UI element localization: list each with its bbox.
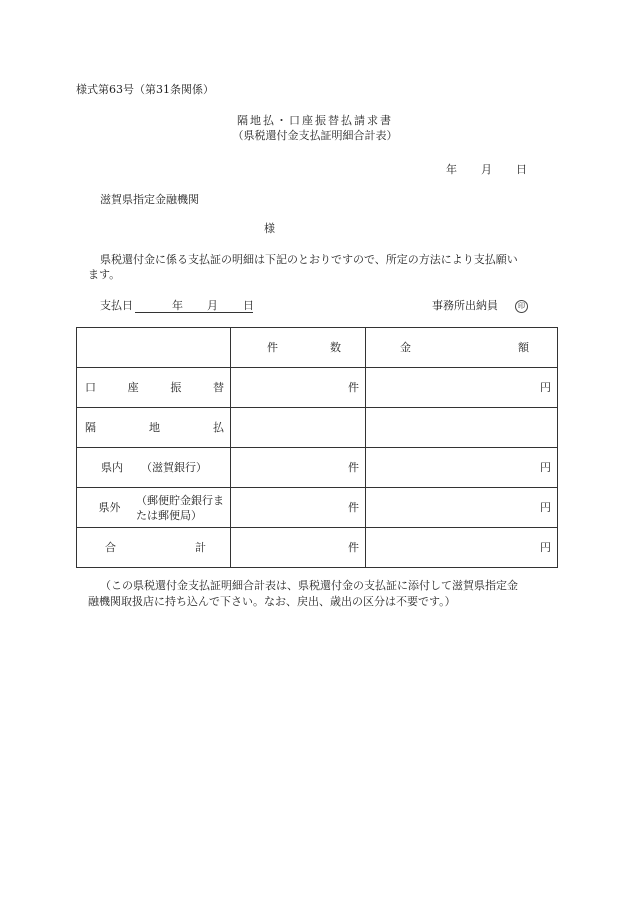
footer-note-line1: （この県税還付金支払証明細合計表は、県税還付金の支払証に添付して滋賀県指定金 (100, 579, 518, 592)
label-char: 振 (170, 380, 182, 394)
row-label-remote-payment (77, 408, 231, 448)
count-cell-out-prefecture: 件 (231, 488, 366, 528)
label-char: 口 (85, 380, 96, 394)
form-number: 様式第63号（第31条関係） (76, 83, 214, 96)
body-text-line1: 県税還付金に係る支払証の明細は下記のとおりですので、所定の方法により支払願い (100, 253, 518, 266)
row-label-in-prefecture (77, 448, 231, 488)
table-row-out-prefecture (77, 488, 558, 528)
label-char: 座 (127, 380, 139, 394)
header-amount-cell (366, 328, 558, 368)
header-count-char2: 数 (330, 340, 341, 354)
payment-date-label: 支払日 (100, 299, 133, 312)
table-row-total (77, 528, 558, 568)
form-subtitle: （県税還付金支払証明細合計表） (232, 129, 398, 142)
table-row-in-prefecture (77, 448, 558, 488)
seal-mark (515, 299, 528, 313)
officer-label: 事務所出納員 (432, 299, 498, 312)
table-header-row (77, 328, 558, 368)
count-cell-account-transfer: 件 (231, 368, 366, 408)
label-char: 隔 (85, 420, 96, 434)
body-text-line2: ます。 (88, 268, 121, 281)
footer-note-line2: 融機関取扱店に持ち込んで下さい。なお、戻出、歳出の区分は不要です。） (88, 595, 456, 608)
row-label-out-prefecture (77, 488, 231, 528)
header-amount-char2: 額 (518, 340, 529, 354)
amount-cell-in-prefecture: 円 (366, 448, 558, 488)
form-title: 隔地払・口座振替払請求書 (237, 114, 393, 127)
count-cell-in-prefecture: 件 (231, 448, 366, 488)
amount-cell-total: 円 (366, 528, 558, 568)
out-pref-note-line1: （郵便貯金銀行ま (136, 493, 224, 507)
payment-year-label: 年 (172, 299, 183, 312)
date-month-label: 月 (481, 163, 492, 176)
header-amount-char1: 金 (400, 340, 411, 354)
in-pref-label: 県内 (101, 460, 123, 474)
out-pref-label: 県外 (98, 500, 121, 514)
label-char: 合 (105, 540, 116, 554)
label-char: 地 (149, 420, 160, 434)
date-year-label: 年 (446, 163, 457, 176)
addressee-honorific: 様 (264, 222, 275, 235)
payment-day-label: 日 (243, 299, 254, 312)
seal-icon: 印 (515, 300, 528, 313)
header-blank-cell (77, 328, 231, 368)
label-char: 払 (213, 420, 224, 434)
out-pref-note (136, 493, 224, 523)
amount-cell-out-prefecture: 円 (366, 488, 558, 528)
header-count-cell (231, 328, 366, 368)
count-cell-remote-payment (231, 408, 366, 448)
label-char: 替 (212, 380, 224, 394)
date-day-label: 日 (516, 163, 527, 176)
table-row-remote-payment (77, 408, 558, 448)
count-cell-total: 件 (231, 528, 366, 568)
row-label-total (77, 528, 231, 568)
table-row-account-transfer (77, 368, 558, 408)
out-pref-note-line2: たは郵便局） (136, 508, 202, 522)
payment-date-underline (135, 299, 253, 313)
addressee-name: 滋賀県指定金融機関 (100, 193, 199, 206)
payment-month-label: 月 (207, 299, 218, 312)
label-char: 計 (195, 540, 206, 554)
header-count-char1: 件 (267, 340, 278, 354)
amount-cell-remote-payment (366, 408, 558, 448)
summary-table (76, 327, 558, 568)
amount-cell-account-transfer: 円 (366, 368, 558, 408)
in-pref-note: （滋賀銀行） (141, 461, 207, 474)
row-label-account-transfer (77, 368, 231, 408)
